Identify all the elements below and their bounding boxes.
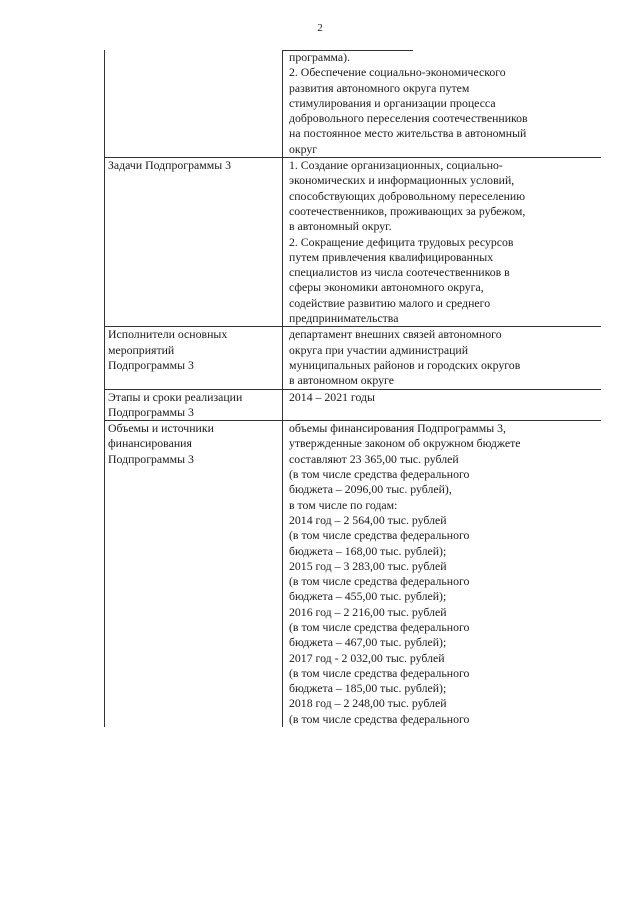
row-label [105, 390, 283, 421]
text-line: добровольного переселения соотечественников [289, 111, 528, 126]
text-line: бюджета – 2096,00 тыс. рублей), [289, 482, 452, 497]
label-line: Подпрограммы 3 [108, 357, 194, 372]
text-line: бюджета – 185,00 тыс. рублей); [289, 681, 447, 696]
row-label [105, 158, 283, 326]
text-line: в автономном округе [289, 373, 394, 388]
text-line: (в том числе средства федерального [289, 619, 470, 634]
text-line: (в том числе средства федерального [289, 467, 470, 482]
table-row-funding [105, 421, 601, 727]
text-line: бюджета – 467,00 тыс. рублей); [289, 635, 447, 650]
text-line: объемы финансирования Подпрограммы 3, [289, 421, 506, 436]
row-label [105, 327, 283, 388]
text-line: 2. Сокращение дефицита трудовых ресурсов [289, 234, 514, 249]
text-line: (в том числе средства федерального [289, 665, 470, 680]
table-row-executors [105, 327, 601, 389]
row-value [283, 421, 601, 727]
row-value [283, 390, 601, 421]
table-row-stages [105, 390, 601, 422]
row-label [105, 50, 283, 157]
label-line: Объемы и источники [108, 421, 214, 436]
label-line: мероприятий [108, 342, 175, 357]
row-value [283, 50, 601, 157]
text-line: в автономный округ. [289, 219, 392, 234]
table-row-goals-cont [105, 50, 601, 158]
passport-table [104, 50, 601, 727]
text-line: 2017 год - 2 032,00 тыс. рублей [289, 650, 445, 665]
text-line: составляют 23 365,00 тыс. рублей [289, 451, 459, 466]
table-row-tasks [105, 158, 601, 327]
text-line: путем привлечения квалифицированных [289, 249, 494, 264]
text-line: предпринимательства [289, 311, 399, 326]
page-number: 2 [317, 22, 323, 34]
text-line: сферы экономики автономного округа, [289, 280, 484, 295]
text-line: (в том числе средства федерального [289, 711, 470, 726]
text-line: департамент внешних связей автономного [289, 327, 502, 342]
row-value [283, 158, 601, 326]
row-label [105, 421, 283, 727]
label-line: Исполнители основных [108, 327, 228, 342]
label-line: Подпрограммы 3 [108, 404, 194, 419]
text-line: (в том числе средства федерального [289, 528, 470, 543]
text-line: на постоянное место жительства в автономный [289, 126, 527, 141]
text-line: бюджета – 168,00 тыс. рублей); [289, 543, 447, 558]
text-line: программа). [289, 50, 351, 64]
text-line: 2. Обеспечение социально-экономического [289, 65, 506, 80]
text-line: округа при участии администраций [289, 342, 469, 357]
text-line: 2014 – 2021 годы [289, 389, 375, 404]
label-line: Этапы и сроки реализации [108, 389, 243, 404]
label-line: Задачи Подпрограммы 3 [108, 158, 231, 173]
text-line: 1. Создание организационных, социально- [289, 158, 503, 173]
row-value [283, 327, 601, 388]
text-line: специалистов из числа соотечественников в [289, 265, 510, 280]
text-line: содействие развитию малого и среднего [289, 295, 491, 310]
text-line: соотечественников, проживающих за рубежом, [289, 203, 526, 218]
text-line: экономических и информационных условий, [289, 173, 515, 188]
text-line: способствующих добровольному переселению [289, 188, 526, 203]
text-line: 2016 год – 2 216,00 тыс. рублей [289, 604, 447, 619]
text-line: 2015 год – 3 283,00 тыс. рублей [289, 558, 447, 573]
text-line: 2014 год – 2 564,00 тыс. рублей [289, 512, 447, 527]
text-line: (в том числе средства федерального [289, 574, 470, 589]
text-line: округ [289, 141, 318, 156]
text-line: муниципальных районов и городских округов [289, 357, 521, 372]
text-line: в том числе по годам: [289, 497, 398, 512]
label-line: финансирования [108, 436, 192, 451]
label-line: Подпрограммы 3 [108, 451, 194, 466]
text-line: развития автономного округа путем [289, 80, 470, 95]
text-line: бюджета – 455,00 тыс. рублей); [289, 589, 447, 604]
text-line: утвержденные законом об окружном бюджете [289, 436, 521, 451]
text-line: стимулирования и организации процесса [289, 95, 496, 110]
text-line: 2018 год – 2 248,00 тыс. рублей [289, 696, 447, 711]
